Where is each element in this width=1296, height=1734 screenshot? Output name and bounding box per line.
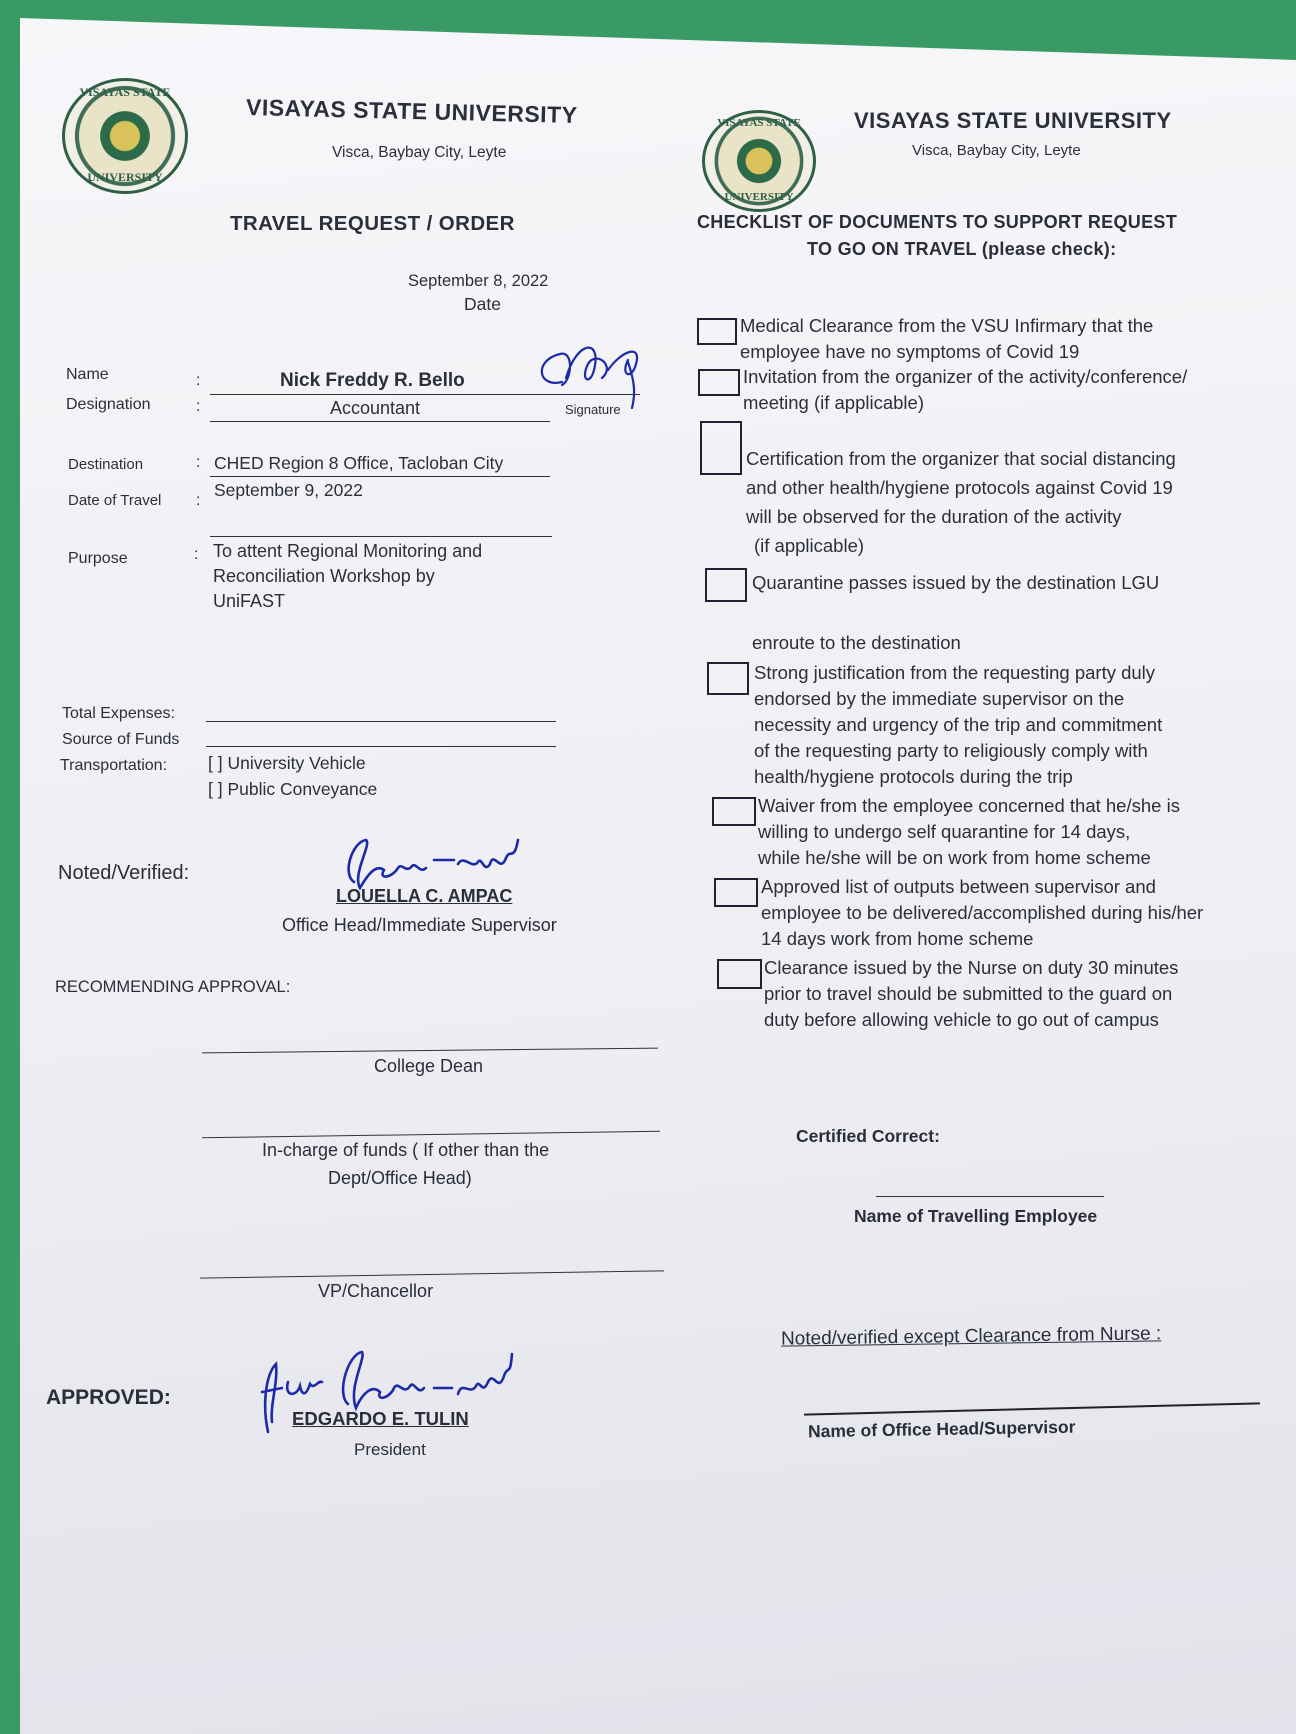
purpose-line-1: To attent Regional Monitoring and: [213, 541, 483, 561]
checklist-item-line: Clearance issued by the Nurse on duty 30 minutes: [764, 957, 1179, 978]
checklist-item-line: (if applicable): [754, 535, 865, 556]
seal-bottom-text: UNIVERSITY: [87, 170, 163, 184]
vp-chancellor-label: VP/Chancellor: [318, 1281, 434, 1301]
destination-value: CHED Region 8 Office, Tacloban City: [214, 453, 504, 473]
name-colon: :: [196, 372, 201, 389]
checklist-item-nurse-clearance: [764, 955, 1178, 1033]
source-of-funds-underline: [206, 746, 556, 747]
checklist-item-line: Waiver from the employee concerned that he/she is: [758, 795, 1180, 816]
checklist-item-certification: [746, 444, 1176, 560]
checklist-item-line: prior to travel should be submitted to the guard on: [764, 983, 1173, 1004]
checklist-item-quarantine-passes: [752, 568, 1159, 658]
checklist-item-line: enroute to the destination: [752, 632, 961, 653]
checklist-item-line: will be observed for the duration of the activity: [746, 506, 1122, 527]
designation-value: Accountant: [330, 398, 421, 418]
checkbox-nurse-clearance[interactable]: [717, 959, 762, 989]
checklist-item-line: Invitation from the organizer of the activity/conference/: [743, 366, 1188, 387]
university-seal-right: [702, 110, 816, 212]
checklist-item-line: Quarantine passes issued by the destination LGU: [752, 572, 1160, 593]
checklist-item-line: Certification from the organizer that social distancing: [746, 448, 1176, 469]
checklist-item-line: health/hygiene protocols during the trip: [754, 766, 1073, 787]
employee-signature: [532, 330, 662, 410]
destination-label: Destination: [68, 456, 144, 473]
checklist-item-approved-outputs: [761, 874, 1203, 952]
destination-underline: [210, 476, 550, 477]
request-date: September 8, 2022: [408, 272, 549, 290]
noted-verified-label: Noted/Verified:: [58, 862, 190, 884]
name-value: Nick Freddy R. Bello: [280, 370, 465, 391]
noted-signature: [332, 834, 532, 894]
signature-label: Signature: [565, 402, 621, 417]
purpose-line-3: UniFAST: [213, 591, 286, 611]
seal-top-text: VISAYAS STATE: [717, 117, 801, 129]
checklist-item-line: Medical Clearance from the VSU Infirmary that the: [740, 315, 1154, 336]
checklist-item-line: [752, 598, 1159, 628]
checkbox-medical-clearance[interactable]: [697, 318, 737, 345]
transport-option-public-conveyance[interactable]: [ ] Public Conveyance: [208, 779, 378, 799]
checklist-item-invitation: [743, 364, 1187, 416]
university-name-right: VISAYAS STATE UNIVERSITY: [854, 108, 1172, 133]
purpose-colon: :: [194, 546, 199, 563]
approved-title: President: [354, 1440, 426, 1459]
college-dean-label: College Dean: [374, 1056, 484, 1076]
university-address-left: Visca, Baybay City, Leyte: [332, 144, 507, 161]
approved-name: EDGARDO E. TULIN: [292, 1408, 469, 1429]
designation-label: Designation: [66, 396, 151, 413]
seal-top-text: VISAYAS STATE: [79, 85, 171, 99]
designation-colon: :: [196, 398, 201, 415]
purpose-label: Purpose: [68, 550, 128, 567]
university-seal-left: [62, 78, 188, 194]
seal-bottom-text: UNIVERSITY: [724, 191, 794, 203]
total-expenses-underline: [206, 721, 556, 722]
checklist-item-line: of the requesting party to religiously comply with: [754, 740, 1148, 761]
incharge-funds-label-line-2: Dept/Office Head): [328, 1168, 472, 1188]
checklist-item-strong-justification: [754, 660, 1162, 790]
checkbox-invitation[interactable]: [698, 369, 740, 396]
approved-label: APPROVED:: [46, 1386, 171, 1409]
checklist-title-line-1: CHECKLIST OF DOCUMENTS TO SUPPORT REQUEST: [697, 212, 1177, 232]
checkbox-certification[interactable]: [700, 421, 742, 475]
checklist-item-waiver: [758, 793, 1180, 871]
certified-correct-label: Certified Correct:: [796, 1126, 940, 1146]
checklist-item-line: and other health/hygiene protocols against Covid 19: [746, 477, 1173, 498]
checkbox-waiver[interactable]: [712, 797, 756, 826]
designation-underline: [210, 421, 550, 422]
name-of-office-head-label: Name of Office Head/Supervisor: [807, 1416, 1076, 1442]
checklist-item-line: meeting (if applicable): [743, 392, 924, 413]
transportation-label: Transportation:: [60, 757, 168, 774]
university-name-left: VISAYAS STATE UNIVERSITY: [245, 93, 578, 129]
checklist-item-line: endorsed by the immediate supervisor on the: [754, 688, 1125, 709]
recommending-approval-label: RECOMMENDING APPROVAL:: [55, 978, 291, 996]
checklist-title-line-2: TO GO ON TRAVEL (please check):: [807, 239, 1117, 259]
checklist-item-line: necessity and urgency of the trip and commitment: [754, 714, 1163, 735]
checklist-item-line: Strong justification from the requesting party duly: [754, 662, 1156, 683]
checklist-item-line: employee to be delivered/accomplished during his/her: [761, 902, 1204, 923]
date-of-travel-value: September 9, 2022: [214, 480, 363, 500]
travelling-employee-signature-line: [876, 1196, 1104, 1197]
name-label: Name: [66, 366, 109, 383]
date-of-travel-colon: :: [196, 492, 201, 509]
date-of-travel-underline: [210, 536, 552, 537]
noted-name: LOUELLA C. AMPAC: [336, 886, 513, 906]
checkbox-approved-outputs[interactable]: [714, 878, 758, 907]
total-expenses-label: Total Expenses:: [62, 705, 175, 722]
source-of-funds-label: Source of Funds: [62, 731, 180, 748]
purpose-line-2: Reconciliation Workshop by: [213, 566, 435, 586]
destination-colon: :: [196, 454, 201, 471]
checklist-item-medical-clearance: [740, 313, 1153, 365]
checklist-item-line: while he/she will be on work from home scheme: [758, 847, 1151, 868]
date-of-travel-label: Date of Travel: [68, 492, 162, 509]
checklist-item-line: duty before allowing vehicle to go out of campus: [764, 1009, 1159, 1030]
checklist-item-line: Approved list of outputs between supervisor and: [761, 876, 1156, 897]
university-address-right: Visca, Baybay City, Leyte: [912, 142, 1081, 159]
checklist-item-line: willing to undergo self quarantine for 14 days,: [758, 821, 1131, 842]
name-of-travelling-employee-label: Name of Travelling Employee: [854, 1206, 1098, 1226]
request-date-label: Date: [464, 294, 501, 314]
checklist-item-line: employee have no symptoms of Covid 19: [740, 341, 1080, 362]
checkbox-quarantine-passes[interactable]: [705, 568, 747, 602]
transport-option-university-vehicle[interactable]: [ ] University Vehicle: [208, 753, 366, 773]
form-title: TRAVEL REQUEST / ORDER: [230, 212, 515, 235]
checklist-item-line: 14 days work from home scheme: [761, 928, 1034, 949]
noted-except-nurse-label: Noted/verified except Clearance from Nurse :: [780, 1323, 1162, 1350]
incharge-funds-label-line-1: In-charge of funds ( If other than the: [262, 1140, 550, 1160]
checkbox-strong-justification[interactable]: [707, 662, 749, 695]
noted-title: Office Head/Immediate Supervisor: [282, 915, 557, 935]
